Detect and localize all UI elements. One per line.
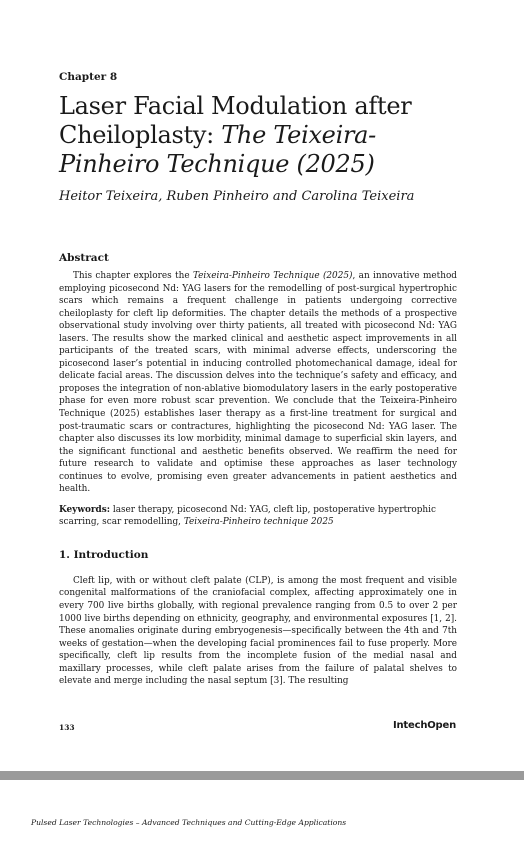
page-divider: [0, 771, 524, 780]
page-number: 133: [59, 723, 75, 732]
keywords-list: laser therapy, picosecond Nd: YAG, cleft lip, postoperative hypertrophic scarring, scar remodelling,: [59, 504, 436, 528]
keywords-italic: Teixeira-Pinheiro technique 2025: [183, 517, 334, 528]
abstract-text: [59, 270, 457, 496]
abstract-text-rest: , an innovative method employing picosecond Nd: YAG lasers for the remodelling of post-surgical hypertrophic scars which remains a frequent challenge in patients undergoing corrective cheiloplasty for cleft lip deformities. The chapter details the methods of a prospective observational study involving over thirty patients, all treated with picosecond Nd: YAG lasers. The results show the marked clinical and aesthetic aspect improvements in all participants of the treated scars, with minimal adverse effects, underscoring the picosecond laser’s potential in inducing controlled photomechanical damage, ideal for delicate facial areas. The discussion delves into the technique’s safety and efficacy, and proposes the integration of non-ablative biomodulatory lasers in the early postoperative phase for even more robust scar prevention. We conclude that the Teixeira-Pinheiro Technique (2025) establishes laser therapy as a first-line treatment for surgical and post-traumatic scars or contractures, highlighting the picosecond Nd: YAG laser. The chapter also discusses its low morbidity, minimal damage to superficial skin layers, and the significant functional and aesthetic benefits observed. We reaffirm the need for future research to validate and optimise these approaches as laser technology continues to evolve, promising even greater advancements in patient aesthetics and health.: [59, 271, 457, 495]
publisher-logo: IntechOpen: [392, 720, 456, 731]
abstract-technique-name: Teixeira-Pinheiro Technique (2025): [192, 271, 353, 281]
chapter-title-italic: The Teixeira-Pinheiro Technique (2025): [59, 121, 376, 178]
keywords-label: Keywords:: [59, 504, 111, 515]
book-title-footer: Pulsed Laser Technologies – Advanced Techniques and Cutting-Edge Applications: [31, 818, 347, 827]
keywords: [59, 504, 457, 529]
chapter-label: Chapter 8: [59, 71, 118, 83]
chapter-content: [59, 70, 457, 688]
introduction-heading: 1. Introduction: [59, 548, 149, 561]
chapter-authors: Heitor Teixeira, Ruben Pinheiro and Carolina Teixeira: [59, 189, 415, 204]
chapter-title-main: Laser Facial Modulation after Cheiloplasty:: [59, 92, 412, 149]
abstract-heading: Abstract: [59, 252, 109, 264]
introduction-text: Cleft lip, with or without cleft palate (CLP), is among the most frequent and visible congenital malformations of the craniofacial complex, affecting approximately one in every 700 live births globally, with regional prevalence ranging from 0.5 to over 2 per 1000 live births depending on ethnicity, geography, and environmental exposures [1, 2]. These anomalies originate during embryogenesis—specifically between the 4th and 7th weeks of gestation—when the developing facial prominences fail to fuse properly. More specifically, cleft lip results from the incomplete fusion of the medial nasal and maxillary processes, while cleft palate arises from the failure of palatal shelves to elevate and merge including the nasal septum [3]. The resulting: [59, 575, 457, 687]
chapter-title: [59, 92, 459, 179]
abstract-text-start: This chapter explores the: [73, 271, 193, 281]
